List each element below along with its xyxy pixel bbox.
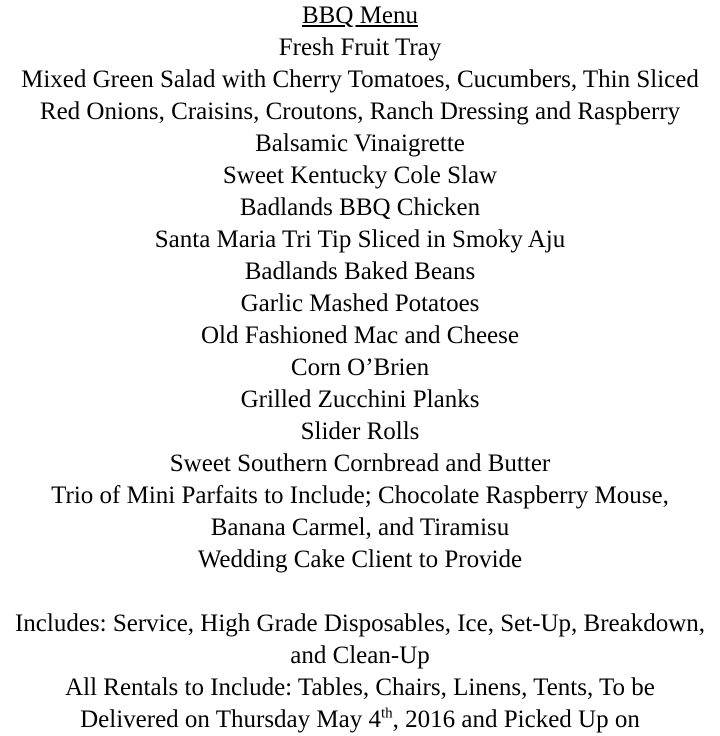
menu-item: Garlic Mashed Potatoes (240, 290, 480, 317)
paragraph-spacer (14, 576, 706, 608)
includes-note: Includes: Service, High Grade Disposables, Ice, Set-Up, Breakdown, and Clean-Up (14, 610, 706, 669)
date-ordinal-suffix: th (380, 705, 393, 722)
menu-item: Corn O’Brien (290, 354, 430, 381)
menu-item: Badlands Baked Beans (244, 258, 476, 285)
menu-item: Sweet Kentucky Cole Slaw (222, 162, 498, 189)
menu-item: Trio of Mini Parfaits to Include; Chocolate Raspberry Mouse, Banana Carmel, and Tiramisu (51, 482, 669, 541)
menu-item: Slider Rolls (300, 418, 420, 445)
rentals-note-part1: All Rentals to Include: Tables, Chairs, Linens, Tents, To be Delivered on Thursday May 4 (65, 674, 655, 733)
menu-item: Santa Maria Tri Tip Sliced in Smoky Aju (154, 226, 566, 253)
menu-item: Old Fashioned Mac and Cheese (201, 322, 519, 349)
menu-item: Mixed Green Salad with Cherry Tomatoes, Cucumbers, Thin Sliced Red Onions, Craisins, Croutons, Ranch Dressing and Raspberry Balsamic Vinaigrette (21, 66, 699, 157)
menu-item: Wedding Cake Client to Provide (197, 546, 523, 573)
rentals-note-part2: , 2016 and Picked Up on (392, 706, 640, 733)
menu-item: Grilled Zucchini Planks (240, 386, 480, 413)
menu-item: Fresh Fruit Tray (278, 34, 442, 61)
menu-item: Badlands BBQ Chicken (239, 194, 481, 221)
menu-item: Sweet Southern Cornbread and Butter (169, 450, 551, 477)
page-title: BBQ Menu (302, 2, 418, 29)
rentals-note (14, 672, 706, 736)
